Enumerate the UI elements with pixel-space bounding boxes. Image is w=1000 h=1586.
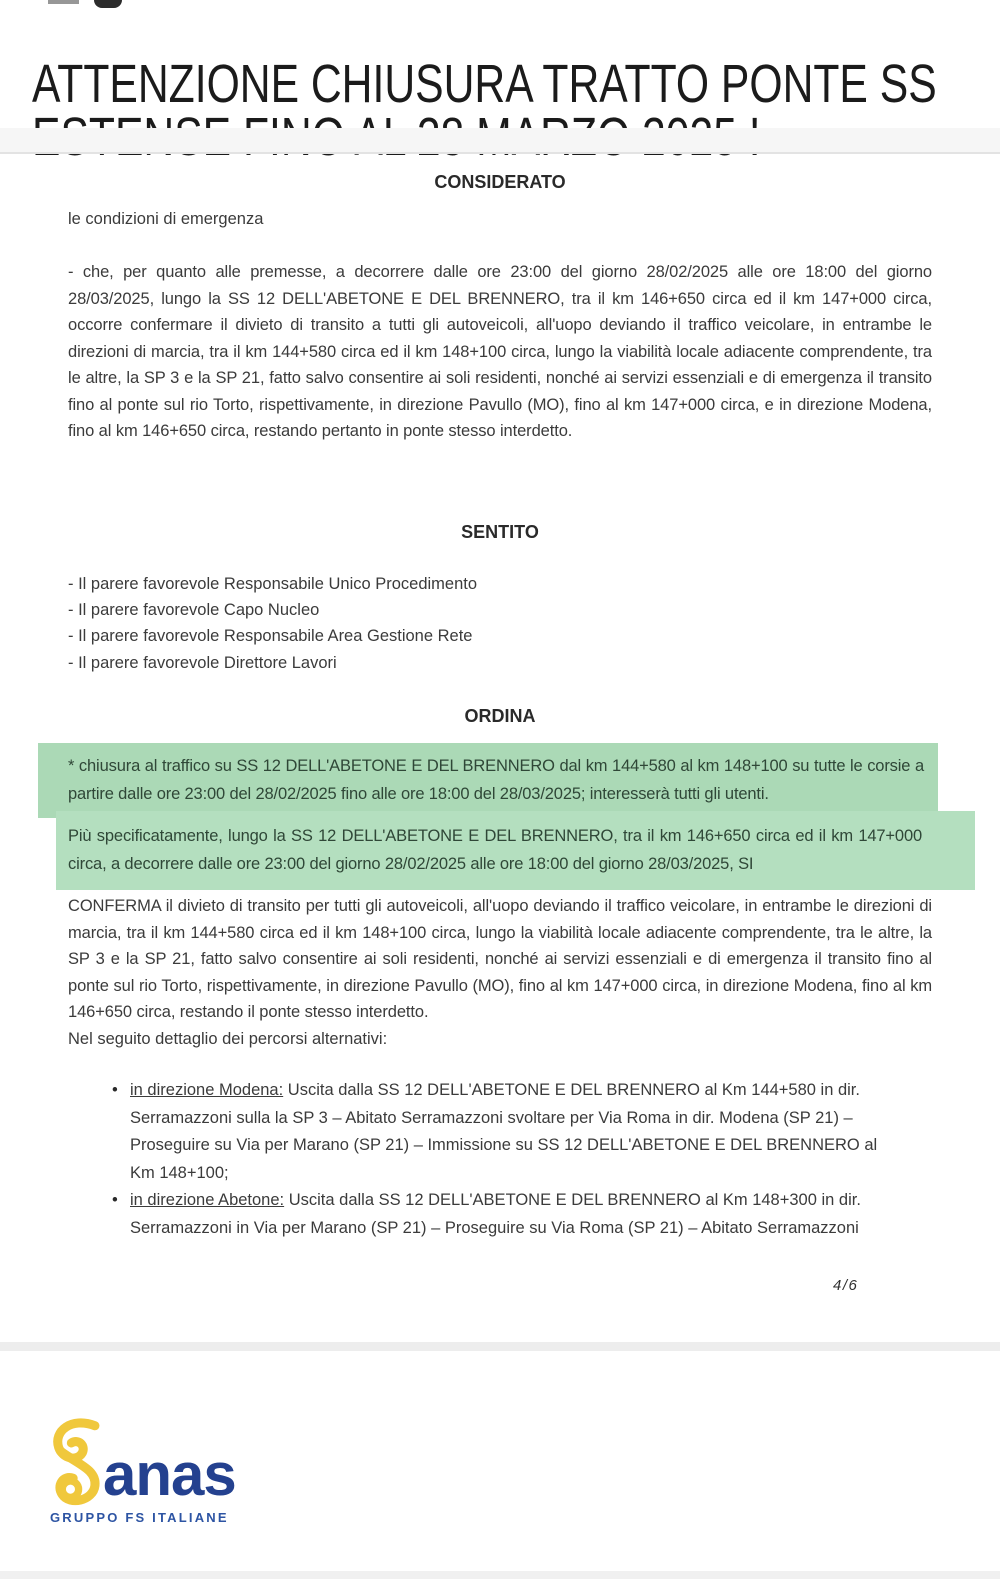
anas-logo-wordmark: anas — [103, 1441, 236, 1508]
sentito-list-item: - Il parere favorevole Capo Nucleo — [68, 601, 320, 620]
bottom-divider-band — [0, 1571, 1000, 1579]
considerato-intro-text: le condizioni di emergenza — [68, 210, 264, 228]
anas-logo-subtitle: GRUPPO FS ITALIANE — [50, 1510, 229, 1525]
section-heading-considerato: CONSIDERATO — [434, 172, 566, 192]
anas-logo — [46, 1412, 306, 1542]
highlighted-order-text-1: * chiusura al traffico su SS 12 DELL'ABETONE E DEL BRENNERO dal km 144+580 al km 148+100 su tutte le corsie a partire dalle ore 23:00 del 28/02/2025 fino alle ore 18:00 del 28/03/2025; interesserà tutti gli utenti. — [38, 743, 938, 818]
detour-direction-label: in direzione Modena: — [130, 1081, 284, 1099]
sentito-list-item: - Il parere favorevole Responsabile Unico Procedimento — [68, 575, 478, 593]
detour-list — [112, 1077, 904, 1242]
ordina-continuation-paragraph: CONFERMA il divieto di transito per tutti gli autoveicoli, all'uopo deviando il traffico veicolare, in entrambe le direzioni di marcia, tra il km 144+580 circa ed il km 148+100 circa, lungo la viabilità locale adiacente comprendente, tra le altre, la SP 3 e la SP 21, fatto salvo consentire ai soli residenti, nonché ai servizi essenziali e di emergenza il transito fino al ponte sul rio Torto, rispettivamente, in direzione Pavullo (MO), fino al km 147+000 circa, in direzione Modena, fino al km 146+650 circa, restando il ponte stesso interdetto. — [68, 897, 932, 1021]
sentito-list — [68, 571, 477, 676]
sentito-list-item: - Il parere favorevole Responsabile Area Gestione Rete — [68, 627, 473, 646]
detour-route-text: Uscita dalla SS 12 DELL'ABETONE E DEL BRENNERO al Km 144+580 in dir. Serramazzoni sulla la SP 3 – Abitato Serramazzoni svoltare per Via Roma in dir. Modena (SP 21) – Proseguire su Via per Marano (SP 21) – Immissione su SS 12 DELL'ABETONE E DEL BRENNERO al Km 148+100; — [130, 1081, 878, 1182]
detour-route-text: Uscita dalla SS 12 DELL'ABETONE E DEL BRENNERO al Km 148+300 in dir. Serramazzoni in Via per Marano (SP 21) – Proseguire su Via Roma (SP 21) – Abitato Serramazzoni — [130, 1191, 861, 1237]
detour-item-modena — [112, 1077, 904, 1187]
detour-item-abetone — [112, 1187, 904, 1242]
considerato-paragraph: - che, per quanto alle premesse, a decorrere dalle ore 23:00 del giorno 28/02/2025 alle ore 18:00 del giorno 28/03/2025, lungo la SS 12 DELL'ABETONE E DEL BRENNERO, tra il km 146+650 circa ed il km 147+000 circa, occorre confermare il divieto di transito a tutti gli autoveicoli, all'uopo deviando il traffico veicolare, in entrambe le direzioni di marcia, tra il km 144+580 circa ed il km 148+100 circa, lungo la viabilità locale adiacente comprendente, tra le altre, la SP 3 e la SP 21, fatto salvo consentire ai soli residenti, nonché ai servizi essenziali e di emergenza il transito fino al ponte sul rio Torto, rispettivamente, in direzione Pavullo (MO), fino al km 147+000 circa, e in direzione Modena, fino al km 146+650 circa, restando pertanto in ponte stesso interdetto. — [68, 263, 932, 440]
cropped-top-artifact-dot — [94, 0, 122, 8]
detour-direction-label: in direzione Abetone: — [130, 1191, 285, 1209]
detours-intro-text: Nel seguito dettaglio dei percorsi alternativi: — [68, 1030, 388, 1048]
sentito-list-item: - Il parere favorevole Direttore Lavori — [68, 653, 337, 672]
page-title-line1: ATTENZIONE CHIUSURA TRATTO PONTE SS — [32, 54, 937, 115]
footer-divider-band — [0, 1342, 1000, 1351]
section-heading-sentito: SENTITO — [461, 522, 539, 542]
section-divider-band — [0, 128, 1000, 154]
anas-logo-swirl-icon — [46, 1416, 104, 1508]
section-heading-ordina: ORDINA — [464, 706, 536, 726]
page-number: 4/6 — [833, 1277, 859, 1294]
cropped-top-artifact-bar — [48, 0, 79, 4]
highlighted-order-text-2: Più specificatamente, lungo la SS 12 DELL'ABETONE E DEL BRENNERO, tra il km 146+650 circa ed il km 147+000 circa, a decorrere dalle ore 23:00 del giorno 28/02/2025 alle ore 18:00 del giorno 28/03/2025, SI — [56, 811, 975, 890]
